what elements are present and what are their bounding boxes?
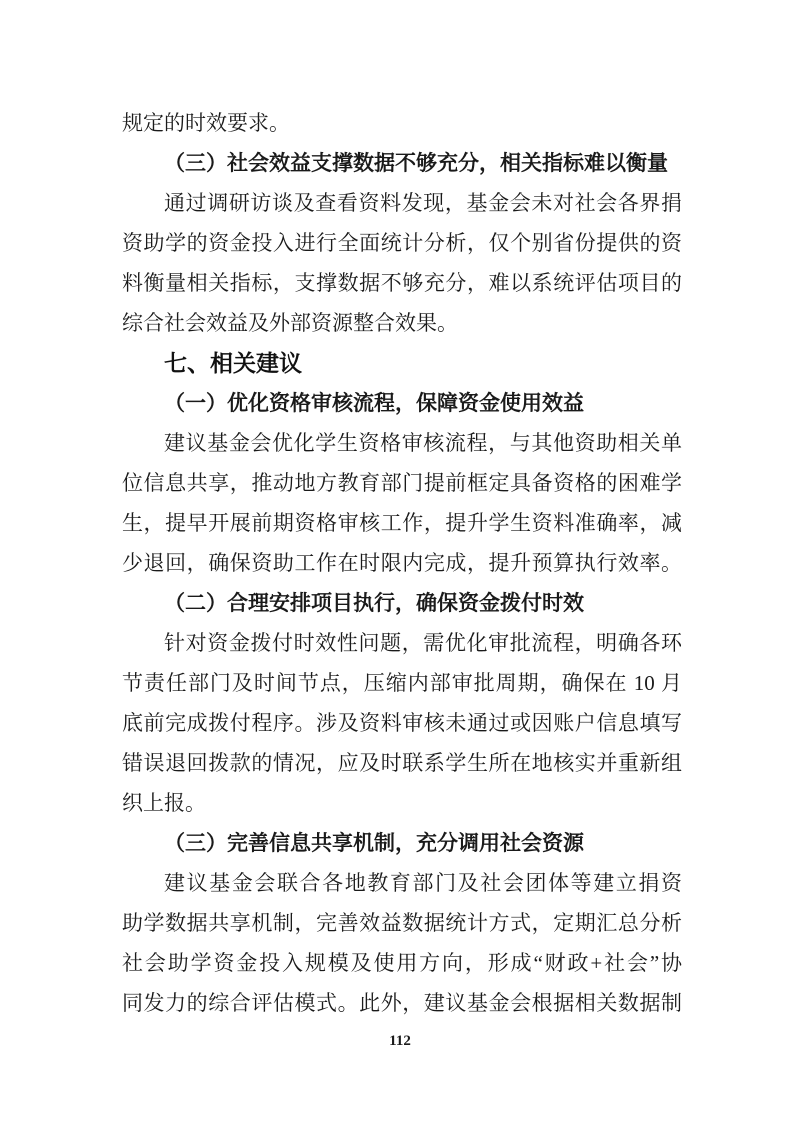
body-line: 建议基金会优化学生资格审核流程，与其他资助相关单: [164, 431, 682, 455]
body-line: 规定的时效要求。: [122, 111, 290, 135]
body-line: 同发力的综合评估模式。此外，建议基金会根据相关数据制: [122, 991, 682, 1015]
body-line: 建议基金会联合各地教育部门及社会团体等建立捐资: [164, 871, 682, 895]
subsection-heading: （三）社会效益支撑数据不够充分，相关指标难以衡量: [164, 151, 668, 175]
document-body: [122, 103, 682, 1023]
subsection-heading: （二）合理安排项目执行，确保资金拨付时效: [164, 591, 584, 615]
body-line: 生，提早开展前期资格审核工作，提升学生资料准确率，减: [122, 511, 682, 535]
body-line: 助学数据共享机制，完善效益数据统计方式，定期汇总分析: [122, 911, 682, 935]
subsection-heading: （三）完善信息共享机制，充分调用社会资源: [164, 831, 584, 855]
body-line: 位信息共享，推动地方教育部门提前框定具备资格的困难学: [122, 471, 682, 495]
body-line: 少退回，确保资助工作在时限内完成，提升预算执行效率。: [122, 551, 682, 575]
body-line: 资助学的资金投入进行全面统计分析，仅个别省份提供的资: [122, 231, 682, 255]
body-line: 社会助学资金投入规模及使用方向，形成“财政+社会”协: [122, 951, 682, 975]
body-line: 通过调研访谈及查看资料发现，基金会未对社会各界捐: [164, 191, 682, 215]
body-line: 织上报。: [122, 791, 206, 815]
body-line: 节责任部门及时间节点，压缩内部审批周期，确保在 10 月: [122, 671, 682, 695]
page-number: 112: [389, 1033, 411, 1049]
body-line: 针对资金拨付时效性问题，需优化审批流程，明确各环: [164, 631, 682, 655]
body-line: 底前完成拨付程序。涉及资料审核未通过或因账户信息填写: [122, 711, 682, 735]
body-line: 综合社会效益及外部资源整合效果。: [122, 311, 458, 335]
body-line: 错误退回拨款的情况，应及时联系学生所在地核实并重新组: [122, 751, 682, 775]
subsection-heading: （一）优化资格审核流程，保障资金使用效益: [164, 391, 584, 415]
body-line: 料衡量相关指标，支撑数据不够充分，难以系统评估项目的: [122, 271, 682, 295]
section-heading: 七、相关建议: [164, 350, 302, 376]
